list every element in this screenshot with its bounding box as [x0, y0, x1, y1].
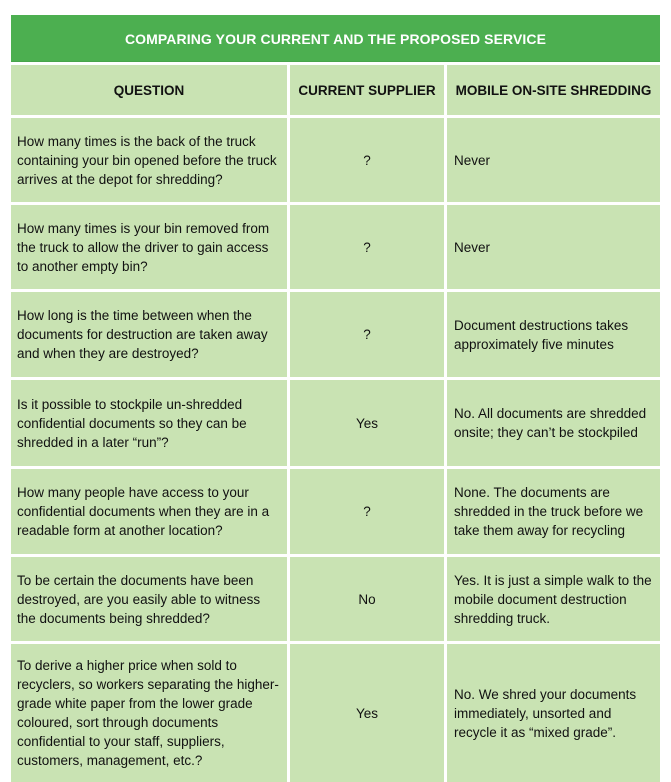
mobile-shredding-cell: [447, 380, 660, 466]
mobile-shredding-cell: [447, 292, 660, 377]
current-supplier-value: Yes: [355, 415, 379, 431]
mobile-shredding-value: Never: [454, 152, 491, 168]
mobile-shredding-value: No. We shred your documents immediately, unsorted and recycle it as “mixed grade”.: [454, 686, 637, 740]
current-supplier-cell: [290, 205, 444, 289]
mobile-shredding-cell: [447, 469, 660, 554]
question-cell: [11, 118, 287, 202]
current-supplier-cell: [290, 292, 444, 377]
mobile-shredding-value: None. The documents are shredded in the truck before we take them away for recycling: [454, 485, 644, 538]
mobile-shredding-value: Never: [454, 239, 491, 255]
current-supplier-value: ?: [363, 239, 371, 255]
current-supplier-cell: [290, 380, 444, 466]
question-text: To be certain the documents have been destroyed, are you easily able to witness the documents being shredded?: [17, 572, 261, 626]
mobile-shredding-value: No. All documents are shredded onsite; they can’t be stockpiled: [454, 406, 647, 440]
header-question: [11, 65, 287, 115]
question-cell: [11, 469, 287, 554]
question-cell: [11, 205, 287, 289]
current-supplier-value: ?: [363, 152, 371, 168]
header-question-label: QUESTION: [113, 82, 185, 98]
question-cell: [11, 380, 287, 466]
table-title: [11, 15, 660, 62]
question-cell: [11, 292, 287, 377]
header-mobile-shredding-label: MOBILE ON-SITE SHREDDING: [455, 82, 652, 98]
current-supplier-cell: [290, 644, 444, 782]
mobile-shredding-cell: [447, 118, 660, 202]
mobile-shredding-cell: [447, 557, 660, 641]
comparison-table: [11, 15, 660, 768]
current-supplier-value: ?: [363, 504, 371, 519]
current-supplier-value: No: [358, 591, 376, 607]
table-title-text: COMPARING YOUR CURRENT AND THE PROPOSED SERVICE: [124, 30, 547, 47]
mobile-shredding-value: Document destructions takes approximately five minutes: [454, 317, 629, 352]
current-supplier-value: ?: [363, 327, 371, 342]
header-current-supplier-label: CURRENT SUPPLIER: [298, 82, 436, 98]
question-cell: [11, 644, 287, 782]
header-current-supplier: [290, 65, 444, 115]
mobile-shredding-cell: [447, 644, 660, 782]
current-supplier-value: Yes: [355, 705, 379, 721]
question-text: How long is the time between when the documents for destruction are taken away and when they are destroyed?: [17, 308, 268, 361]
current-supplier-cell: [290, 118, 444, 202]
question-text: How many people have access to your confidential documents when they are in a readable form at another location?: [17, 485, 270, 538]
mobile-shredding-value: Yes. It is just a simple walk to the mobile document destruction shredding truck.: [454, 572, 652, 626]
question-text: To derive a higher price when sold to recyclers, so workers separating the higher-grade white paper from the lower grade coloured, sort through documents confidential to your staff, suppliers, customers, management, etc.?: [17, 658, 279, 768]
question-text: How many times is the back of the truck containing your bin opened before the truck arrives at the depot for shredding?: [17, 133, 277, 187]
question-cell: [11, 557, 287, 641]
question-text: How many times is your bin removed from the truck to allow the driver to gain access to another empty bin?: [17, 220, 270, 274]
mobile-shredding-cell: [447, 205, 660, 289]
current-supplier-cell: [290, 469, 444, 554]
question-text: Is it possible to stockpile un-shredded confidential documents so they can be shredded in a later “run”?: [17, 396, 247, 450]
header-mobile-shredding: [447, 65, 660, 115]
current-supplier-cell: [290, 557, 444, 641]
